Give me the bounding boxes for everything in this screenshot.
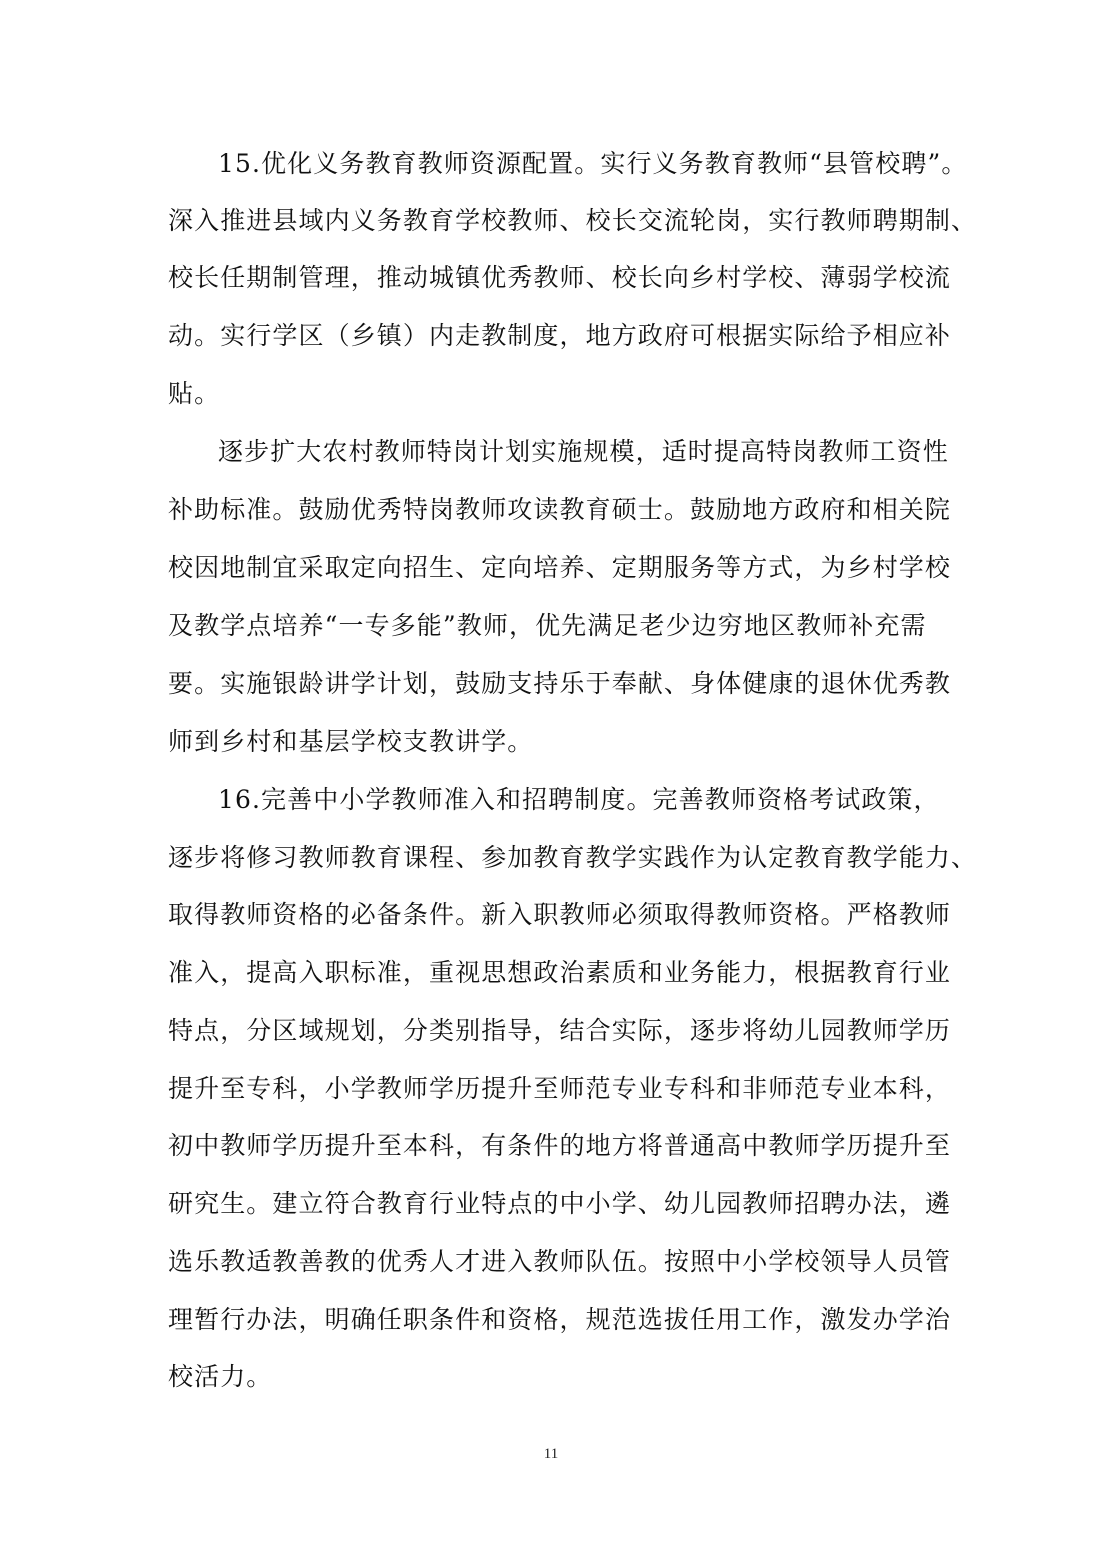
paragraph-1-line-2: 深入推进县域内义务教育学校教师、校长交流轮岗，实行教师聘期制、 [168, 206, 978, 235]
paragraph-3-line-10: 理暂行办法，明确任职条件和资格，规范选拔任用工作，激发办学治 [168, 1305, 952, 1334]
paragraph-3-line-6: 提升至专科，小学教师学历提升至师范专业专科和非师范专业本科， [168, 1074, 952, 1103]
paragraph-3-line-7: 初中教师学历提升至本科，有条件的地方将普通高中教师学历提升至 [168, 1131, 952, 1160]
paragraph-1-line-3: 校长任期制管理，推动城镇优秀教师、校长向乡村学校、薄弱学校流 [168, 263, 952, 292]
paragraph-3-line-5: 特点，分区域规划，分类别指导，结合实际，逐步将幼儿园教师学历 [168, 1016, 952, 1045]
paragraph-2-line-5: 要。实施银龄讲学计划，鼓励支持乐于奉献、身体健康的退休优秀教 [168, 669, 952, 698]
paragraph-2-line-4: 及教学点培养“一专多能”教师，优先满足老少边穷地区教师补充需 [168, 611, 927, 640]
page-number: 11 [543, 1446, 559, 1462]
paragraph-3-line-4: 准入，提高入职标准，重视思想政治素质和业务能力，根据教育行业 [168, 958, 952, 987]
paragraph-3-line-9: 选乐教适教善教的优秀人才进入教师队伍。按照中小学校领导人员管 [168, 1247, 952, 1276]
paragraph-2-line-6: 师到乡村和基层学校支教讲学。 [168, 727, 534, 756]
paragraph-3-line-3: 取得教师资格的必备条件。新入职教师必须取得教师资格。严格教师 [168, 900, 952, 929]
paragraph-3-line-2: 逐步将修习教师教育课程、参加教育教学实践作为认定教育教学能力、 [168, 843, 978, 872]
paragraph-2-line-1: 逐步扩大农村教师特岗计划实施规模，适时提高特岗教师工资性 [218, 437, 949, 466]
paragraph-1-line-1: 15.优化义务教育教师资源配置。实行义务教育教师“县管校聘”。 [218, 149, 968, 178]
paragraph-2-line-3: 校因地制宜采取定向招生、定向培养、定期服务等方式，为乡村学校 [168, 553, 952, 582]
paragraph-2-line-2: 补助标准。鼓励优秀特岗教师攻读教育硕士。鼓励地方政府和相关院 [168, 495, 952, 524]
paragraph-3-line-1: 16.完善中小学教师准入和招聘制度。完善教师资格考试政策， [218, 785, 940, 814]
paragraph-1-line-5: 贴。 [168, 379, 221, 408]
paragraph-1-line-4: 动。实行学区（乡镇）内走教制度，地方政府可根据实际给予相应补 [168, 321, 952, 350]
paragraph-3-line-11: 校活力。 [168, 1362, 273, 1391]
paragraph-3-line-8: 研究生。建立符合教育行业特点的中小学、幼儿园教师招聘办法，遴 [168, 1189, 952, 1218]
